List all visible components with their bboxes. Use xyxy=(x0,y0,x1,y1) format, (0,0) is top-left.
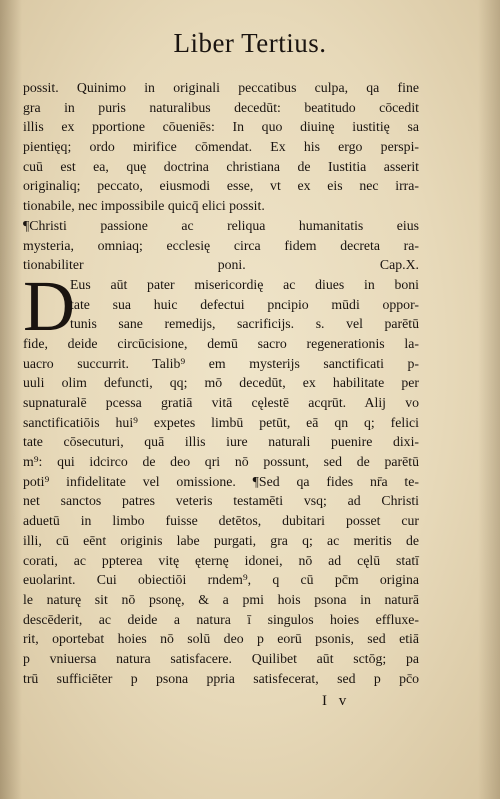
page-edge-shadow xyxy=(478,0,500,799)
text-line: sanctificatiōis hui⁹ expetes limbū petūt, eā qn q; felici xyxy=(23,414,419,430)
text-line: corati, ac ppterea vitę ęternę idonei, nō ad cęlū statī xyxy=(23,552,419,568)
text-line: Eus aūt pater misericordię ac diues in boni xyxy=(70,276,419,292)
chapter-heading-line: ¶Christi passione ac reliqua humanitatis eius xyxy=(23,217,419,233)
text-line: illis ex pportione cōueniēs: In quo diuinę iustitię sa xyxy=(23,119,419,135)
text-line: supnaturalē pcessa gratiā vitā cęlestē acqrūt. Alij vo xyxy=(23,395,419,410)
text-line: p vniuersa natura satisfacere. Quilibet aūt sctōg; pa xyxy=(23,650,419,666)
binding-shadow xyxy=(0,0,22,799)
text-line: uacro succurrit. Talib⁹ em mysterijs sanctificati p- xyxy=(23,355,419,371)
chapter-heading-line: mysteria, omniaq; ecclesię circa fidem decreta ra- xyxy=(23,237,419,253)
text-line: tionabile, nec impossibile quicq̄ elici possit. xyxy=(23,198,265,214)
signature-mark: I v xyxy=(322,693,351,709)
text-block xyxy=(23,78,419,688)
text-line: net sanctos patres veteris testamēti vsq; ad Christi xyxy=(23,493,419,509)
text-line: descēderit, ac deide a natura ī singulos hoies effluxe- xyxy=(23,611,419,627)
text-line: aduetū in limbo fuisse detētos, dubitari posset cur xyxy=(23,513,419,529)
chapter-heading-line: tionabiliter poni. Cap.X. xyxy=(23,257,419,273)
text-line: poti⁹ infidelitate vel omissione. ¶Sed qa fides nr̄a te- xyxy=(23,473,419,489)
text-line: tunis sane remedijs, sacrificijs. s. vel parētū xyxy=(70,316,419,332)
text-line: le naturę sit nō psonę, & a pmi hois psona in naturā xyxy=(23,591,419,607)
text-line: illi, cū eēnt originis labe purgati, gra q; ac meritis de xyxy=(23,532,419,548)
running-head: Liber Tertius. xyxy=(173,28,327,58)
text-line: euolarint. Cui obiectiōi rndem⁹, q cū pc̄m origina xyxy=(23,572,419,588)
text-line: rit, oportebat hoies nō solū deo p eorū psonis, sed etiā xyxy=(23,631,419,647)
text-line: trū sufficiēter p psona ppria satisfecerat, sed p pc̄o xyxy=(23,670,419,686)
text-line: gra in puris naturalibus decedūt: beatitudo cōcedit xyxy=(23,99,419,115)
text-line: fide, deide circūcisione, demū sacro regenerationis la- xyxy=(23,335,419,351)
text-line: m⁹: qui idcirco de deo qri nō possunt, sed de parētū xyxy=(23,454,419,470)
text-line: uuli olim defuncti, qq; mō decedūt, ex habilitate per xyxy=(23,375,419,391)
text-line: pientięq; ordo mirifice cōmendat. Ex his ergo perspi- xyxy=(23,139,419,155)
text-line: cuū est ea, quę doctrina christiana de Iustitia asserit xyxy=(23,158,419,174)
text-line: tate cōsecuturi, quā illis iure naturali puenire dixi- xyxy=(23,434,419,450)
text-line: tate sua huic defectui pncipio mūdi oppor- xyxy=(70,296,419,312)
drop-cap-initial: D xyxy=(23,266,75,346)
text-line: possit. Quinimo in originali peccatibus culpa, qa fine xyxy=(23,80,419,95)
text-line: originaliq; peccato, eiusmodi esse, vt ex eis nec irra- xyxy=(23,178,419,194)
